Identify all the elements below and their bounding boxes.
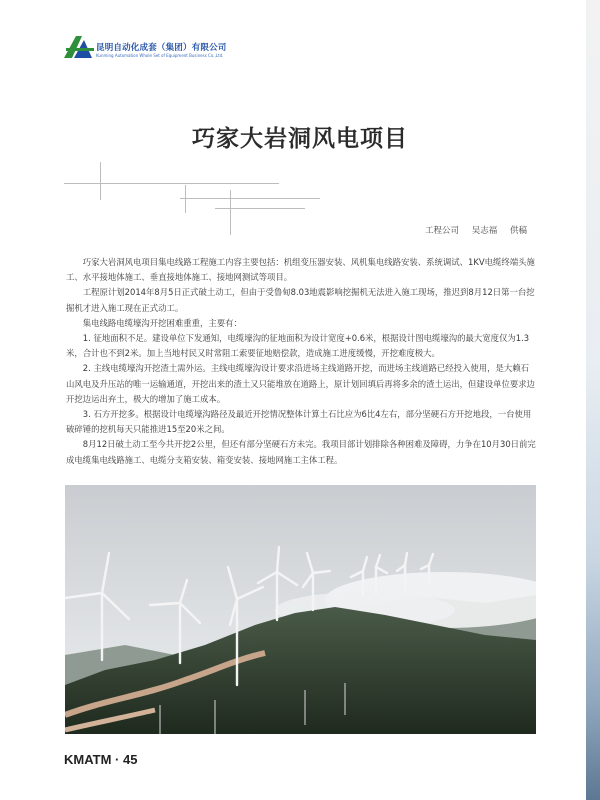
paragraph: 8月12日破土动工至今共开挖2公里，但还有部分坚硬石方未完。我项目部计划排除各种困难及障碍，力争在10月30日前完成电缆集电线路施工、电缆分支箱安装、箱变安装、接地网施工主体工程。: [66, 439, 536, 465]
byline-department: 工程公司: [425, 226, 460, 236]
decorative-line: [100, 162, 101, 200]
company-name-cn: 昆明自动化成套（集团）有限公司: [96, 43, 227, 53]
decorative-line: [185, 185, 186, 213]
decorative-line: [215, 208, 305, 209]
decorative-line: [64, 183, 279, 184]
byline-author: 吴志福: [471, 226, 498, 236]
paragraph: 巧家大岩洞风电项目集电线路工程施工内容主要包括：机组变压器安装、风机集电线路安装、系统调试、1KV电缆终端头施工、水平接地体施工、垂直接地体施工、接地网测试等项目。: [66, 257, 535, 283]
article-title: 巧家大岩洞风电项目: [192, 125, 408, 152]
decorative-line: [230, 190, 231, 235]
article-byline: [415, 224, 527, 236]
paragraph: 3. 石方开挖多。根据设计电缆壕沟路径及最近开挖情况整体计算土石比应为6比4左右，部分坚硬石方开挖地段，一台使用破碎锤的挖机每天只能推进15至20米之间。: [66, 409, 532, 435]
paragraph: 集电线路电缆壕沟开挖困难重重，主要有：: [82, 317, 242, 328]
company-name-en: Kunming Automation Whole Set of Equipment Business Co.,Ltd.: [96, 53, 224, 58]
byline-note: 供稿: [509, 226, 527, 236]
page-number: KMATM · 45: [64, 752, 138, 767]
paragraph: 工程原计划2014年8月5日正式破土动工，但由于受鲁甸8.03地震影响挖掘机无法进入施工现场，推迟到8月12日第一台挖掘机才进入施工现在正式动工。: [66, 287, 535, 313]
article-body: [66, 255, 536, 468]
paragraph: 1. 征地面积不足。建设单位下发通知，电缆壕沟的征地面积为设计宽度+0.6米，根据设计图电缆壕沟的最大宽度仅为1.3米，合计也不到2米。加上当地村民又时常阻工索要征地赔偿款，造成施工进度缓慢，开挖难度极大。: [66, 333, 530, 359]
decorative-line: [180, 198, 320, 199]
paragraph: 2. 主线电缆壕沟开挖渣土需外运。主线电缆壕沟设计要求沿进场主线道路开挖，而进场主线道路已经投入使用，是大赖石山风电及升压站的唯一运输通道，开挖出来的渣土又只能堆放在道路上，原计划回填后再将多余的渣土运出，但建设单位要求边开挖边运出弃土，极大的增加了施工成本。: [66, 363, 535, 404]
wind-farm-photo: [65, 485, 536, 734]
